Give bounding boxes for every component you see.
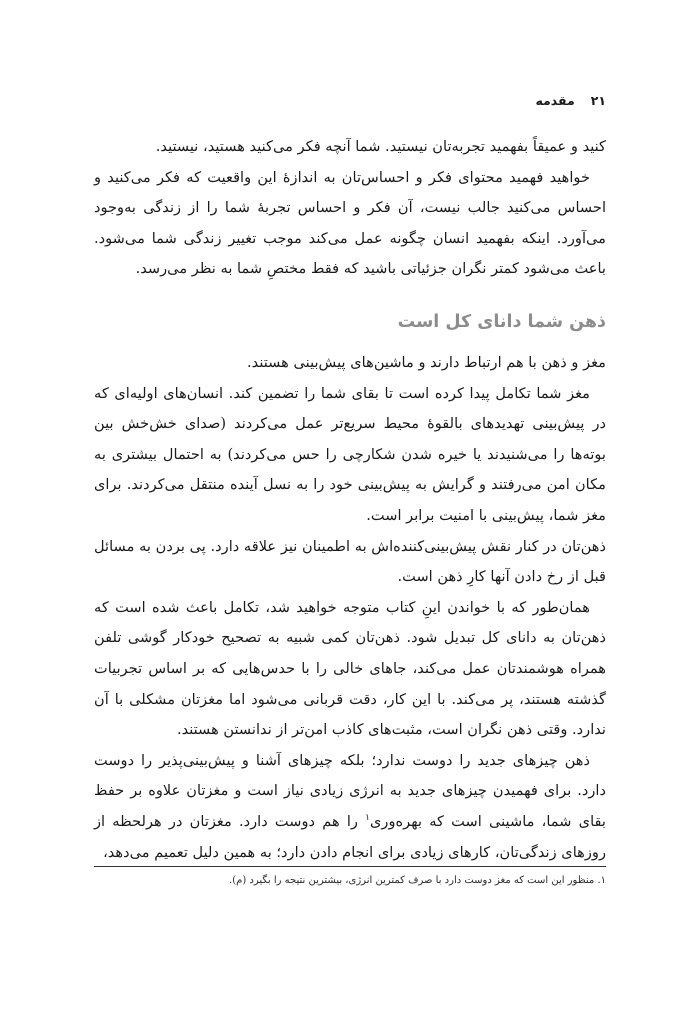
page-number: ۲۱ <box>590 93 606 108</box>
paragraph: همان‌طور که با خواندن اینِ کتاب متوجه خواهید شد، تکامل باعث شده است که ذهن‌تان به دانای کل تبدیل شود. ذهن‌تان کمی شبیه به تصحیح خودکار گوشی تلفن همراه هوشمندتان عمل می‌کند، جاهای خالی را با حدس‌هایی که بر اساس تجربیات گذشته هستند، پر می‌کند. با این کار، دقت قربانی می‌شود اما مغزتان مشکلی با آن ندارد. وقتی ذهن نگران است، مثبت‌های کاذب امن‌تر از ندانستن هستند. <box>94 598 606 739</box>
chapter-title: مقدمه <box>535 93 575 108</box>
footnote-reference[interactable]: ۱ <box>365 813 370 824</box>
text-block-intro <box>94 132 606 285</box>
text-block-section <box>94 348 606 868</box>
paragraph: کنید و عمیقاً بفهمید تجربه‌تان نیستید. شما آنچه فکر می‌کنید هستید، نیستید. <box>155 138 606 155</box>
footnote: ۱. منظور این است که مغز دوست دارد با صرف کمترین انرژی، بیشترین نتیجه را بگیرد (م). <box>229 875 606 886</box>
footnote-divider <box>94 866 606 867</box>
paragraph: مغز شما تکامل پیدا کرده است تا بقای شما را تضمین کند. انسان‌های اولیه‌ای که در پیش‌بینی تهدیدهای بالقوهٔ محیط سریع‌تر عمل می‌کردند (صدای خش‌خش بین بوته‌ها را می‌شنیدند یا خیره شدن شکارچی را حس می‌کردند) به احتمال بیشتری به مکان امن می‌رفتند و گرایش به پیش‌بینی خود را به نسل آینده منتقل می‌کردند. برای مغز شما، پیش‌بینی با امنیت برابر است. <box>94 384 606 524</box>
paragraph-text: ذهن چیزهای جدید را دوست ندارد؛ بلکه چیزهای آشنا و پیش‌بینی‌پذیر را دوست دارد. برای فهمیدن چیزهای جدید به انرژی زیادی نیاز است و مغزتان علاوه بر حفظ بقای شما، ماشینی است که بهره‌وری <box>94 751 606 830</box>
paragraph-text-continued: را هم دوست دارد. مغزتان در هرلحظه از روزهای زندگی‌تان، کارهای زیادی برای انجام دادن دارد؛ به همین دلیل تعمیم می‌دهد، <box>94 812 606 861</box>
running-header <box>506 93 606 108</box>
section-heading: ذهن شما دانای کل است <box>397 312 606 332</box>
paragraph-with-footnote <box>94 746 606 868</box>
paragraph: ذهن‌تان در کنار نقش پیش‌بینی‌کننده‌اش به اطمینان نیز علاقه دارد. پی بردن به مسائل قبل از رخ دادن آنها کارِ ذهن است. <box>94 537 606 586</box>
paragraph: خواهید فهمید محتوای فکر و احساس‌تان به اندازهٔ این واقعیت که فکر می‌کنید و احساس می‌کنید جالب نیست، آن فکر و احساس تجربهٔ شما را از زندگی به‌وجود می‌آورد. اینکه بفهمید انسان چگونه عمل می‌کند موجب تغییر زندگی شما می‌شود. باعث می‌شود کمتر نگران جزئیاتی باشید که فقط مختصِ شما به نظر می‌رسد. <box>94 168 606 278</box>
paragraph: مغز و ذهن با هم ارتباط دارند و ماشین‌های پیش‌بینی هستند. <box>247 354 606 371</box>
